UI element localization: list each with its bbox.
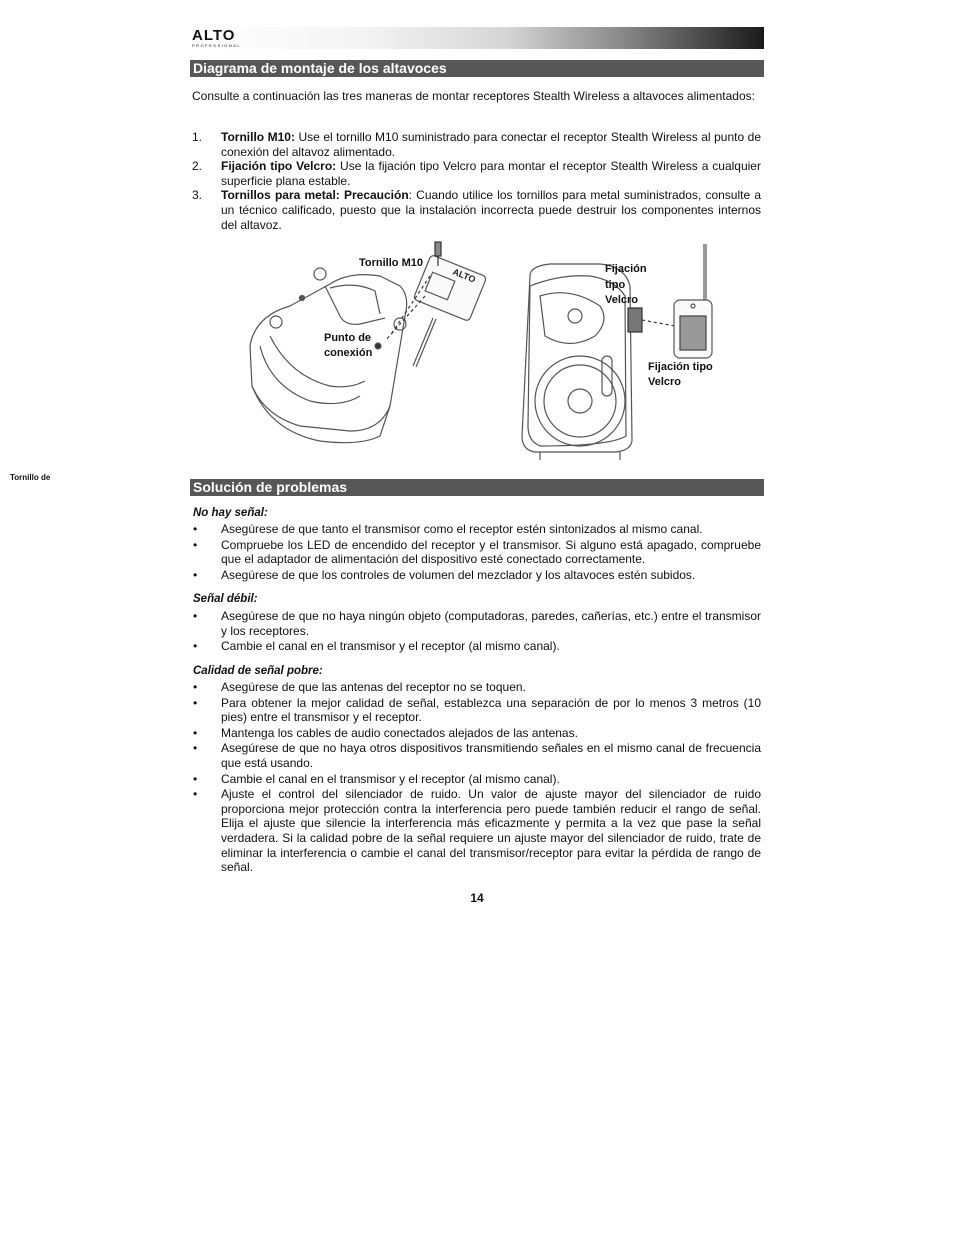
- bullet-text: Asegúrese de que no haya ningún objeto (computadoras, paredes, cañerías, etc.) entre el transmisor y los receptores.: [221, 609, 761, 638]
- bullet-text: Cambie el canal en el transmisor y el receptor (al mismo canal).: [221, 771, 560, 786]
- bullet-dot-icon: •: [193, 771, 198, 786]
- logo-sub-text: PROFESSIONAL: [192, 43, 242, 48]
- alto-logo: [192, 28, 241, 48]
- bullet-dot-icon: •: [193, 741, 198, 756]
- list-item: [192, 538, 761, 567]
- list-item: [192, 159, 761, 188]
- list-item: [192, 787, 761, 875]
- list-item: [192, 741, 761, 770]
- bullet-text: Asegúrese de que no haya otros dispositivos transmitiendo señales en el mismo canal de frecuencia que está usando.: [221, 741, 761, 770]
- mounting-diagram-illustration: [230, 236, 760, 468]
- bullet-text: Asegúrese de que los controles de volumen del mezclador y los altavoces estén subidos.: [221, 567, 696, 582]
- bullet-dot-icon: •: [193, 609, 198, 623]
- receiver-brand-text: ALTO: [451, 266, 477, 285]
- list-item: [192, 639, 761, 654]
- margin-note: Tornillo de: [10, 473, 51, 482]
- logo-main-text: ALTO: [192, 27, 236, 44]
- bullet-text: Ajuste el control del silenciador de ruido. Un valor de ajuste mayor del silenciador de ruido proporciona mejor protección contra la interferencia pero puede también reducir el rango de señal. Elija el ajuste que silencie la interferencia más eficazmente y permita a la vez que pase la señal verdadera. Si la calidad pobre de la señal requiere un ajuste mayor del silenciador de ruido, trate de eliminar la interferencia o cambie el canal del transmisor/receptor para evitar la pérdida de rango de señal.: [221, 787, 761, 875]
- bullet-text: Compruebe los LED de encendido del receptor y el transmisor. Si alguno está apagado, compruebe que el adaptador de alimentación del dispositivo esté conectado correctamente.: [221, 537, 761, 567]
- list-item: [192, 522, 761, 537]
- subheading-poor-quality: Calidad de señal pobre:: [193, 665, 323, 677]
- bullet-dot-icon: •: [193, 787, 198, 802]
- label-fijacion-velcro-receiver: Fijación tipo Velcro: [648, 361, 713, 388]
- item-term: Tornillo M10:: [221, 130, 295, 144]
- bullet-text: Cambie el canal en el transmisor y el receptor (al mismo canal).: [221, 639, 560, 654]
- list-item: [192, 680, 761, 695]
- list-item: [192, 772, 761, 787]
- bullet-dot-icon: •: [193, 680, 198, 694]
- bullet-list-weak-signal: [192, 609, 761, 655]
- mounting-options-list: [192, 130, 761, 232]
- bullet-dot-icon: •: [193, 639, 198, 654]
- header-gradient-bar: [190, 27, 764, 49]
- item-term: Fijación tipo Velcro:: [221, 159, 337, 174]
- item-number: 1.: [192, 130, 203, 144]
- intro-paragraph: Consulte a continuación las tres maneras de montar receptores Stealth Wireless a altavoces alimentados:: [192, 89, 755, 103]
- bullet-text: Asegúrese de que tanto el transmisor como el receptor estén sintonizados al mismo canal.: [221, 522, 703, 536]
- subheading-no-signal: No hay señal:: [193, 507, 268, 519]
- mounting-diagram: [230, 236, 760, 468]
- bullet-list-no-signal: [192, 522, 761, 583]
- list-item: [192, 188, 761, 232]
- bullet-dot-icon: •: [193, 695, 198, 710]
- bullet-list-poor-quality: [192, 680, 761, 876]
- list-item: [192, 130, 761, 159]
- list-item: [192, 568, 761, 583]
- label-tornillo-m10: Tornillo M10: [359, 257, 423, 269]
- bullet-dot-icon: •: [193, 725, 198, 740]
- list-item: [192, 609, 761, 638]
- item-text: Use el tornillo M10 suministrado para conectar el receptor Stealth Wireless al punto de conexión del altavoz alimentado.: [221, 130, 761, 159]
- label-fijacion-velcro-speaker: Fijación tipo Velcro: [605, 263, 647, 306]
- item-term: Tornillos para metal: Precaución: [221, 188, 409, 203]
- subheading-weak-signal: Señal débil:: [193, 593, 258, 605]
- section-title-problemas: Solución de problemas: [190, 479, 764, 496]
- bullet-dot-icon: •: [193, 567, 198, 582]
- item-text: Use la fijación tipo Velcro para montar el receptor Stealth Wireless a cualquier superficie plana estable.: [221, 159, 761, 188]
- list-item: [192, 696, 761, 725]
- bullet-dot-icon: •: [193, 537, 198, 552]
- list-item: [192, 726, 761, 741]
- bullet-dot-icon: •: [193, 522, 198, 536]
- section-title-montaje: Diagrama de montaje de los altavoces: [190, 60, 764, 77]
- item-text: : Cuando utilice los tornillos para metal suministrados, consulte a un técnico calificado, puesto que la instalación incorrecta puede destruir los componentes internos del altavoz.: [221, 188, 761, 232]
- bullet-text: Asegúrese de que las antenas del receptor no se toquen.: [221, 680, 526, 694]
- bullet-text: Mantenga los cables de audio conectados alejados de las antenas.: [221, 725, 578, 740]
- item-number: 2.: [192, 159, 203, 174]
- bullet-text: Para obtener la mejor calidad de señal, establezca una separación de por lo menos 3 metros (10 pies) entre el transmisor y el receptor.: [221, 695, 761, 725]
- label-punto-conexion: Punto de conexión: [324, 332, 373, 359]
- item-number: 3.: [192, 188, 203, 203]
- page-number: 14: [470, 891, 484, 905]
